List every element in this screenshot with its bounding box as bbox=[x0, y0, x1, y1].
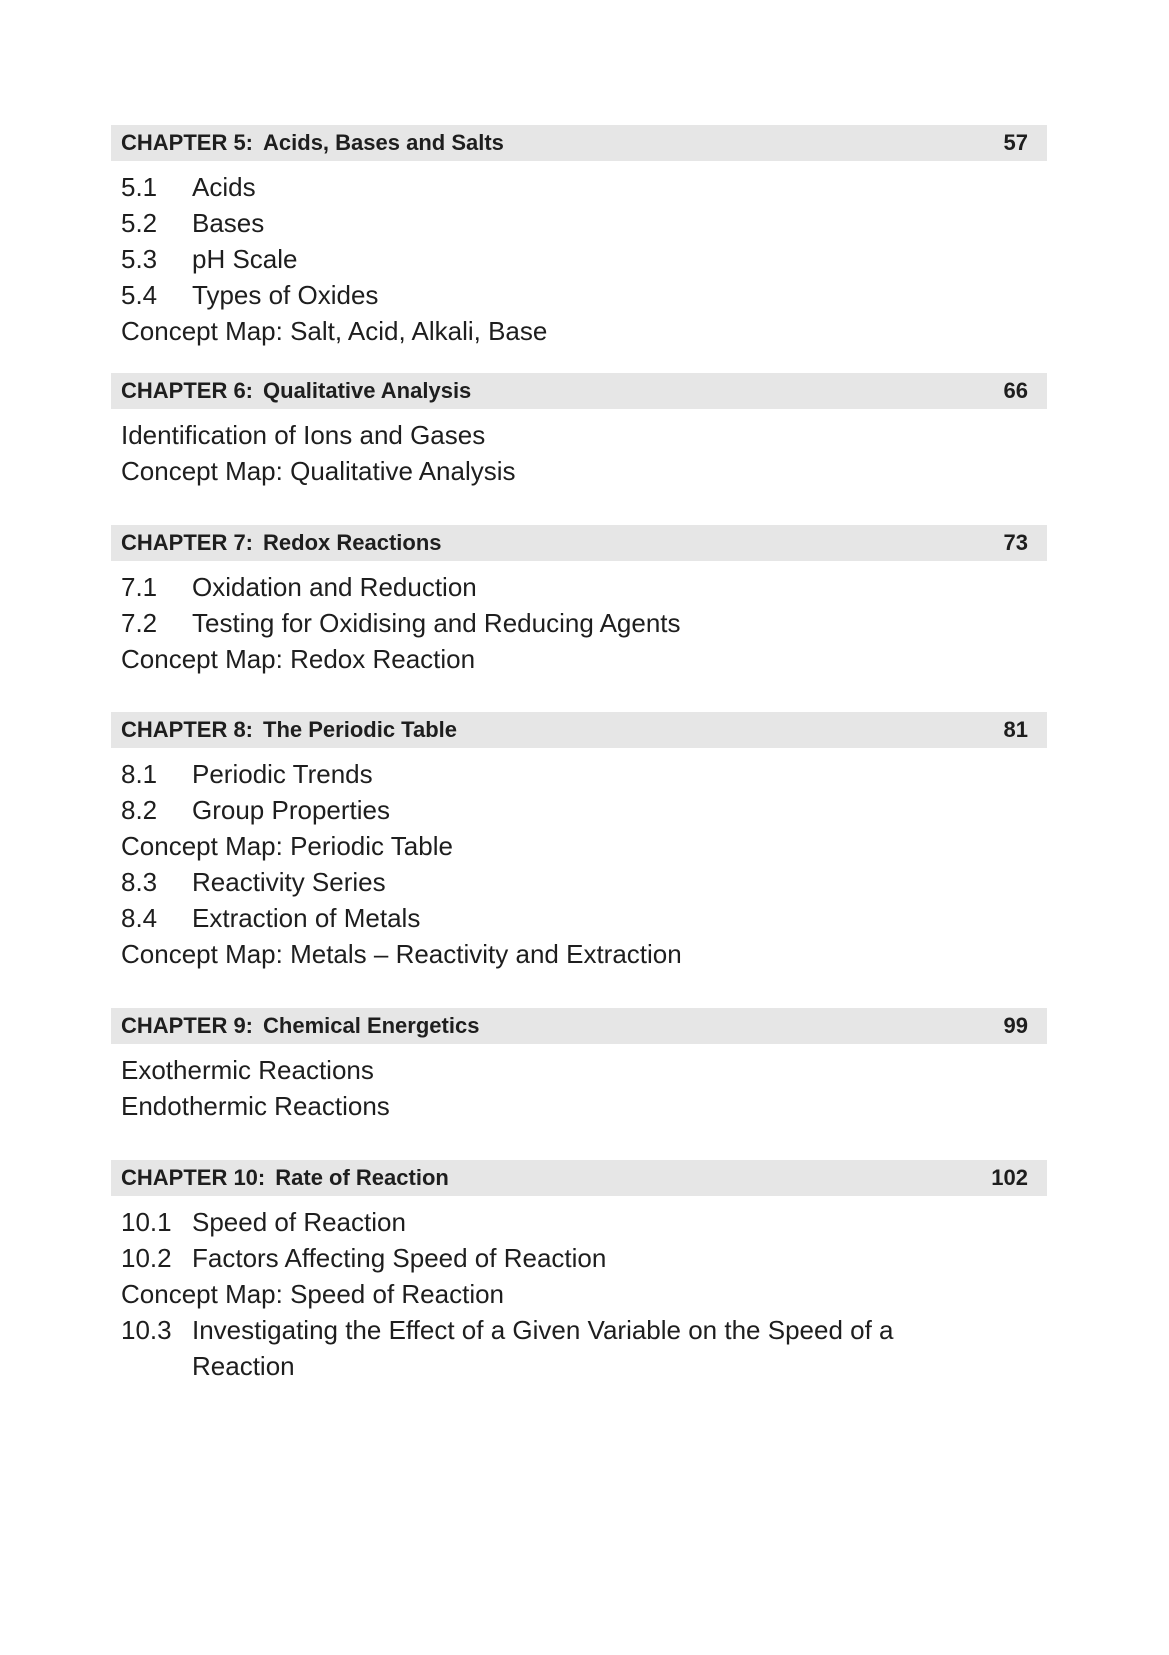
entry-text: Periodic Trends bbox=[192, 759, 373, 789]
chapter-header bbox=[111, 1008, 1047, 1044]
toc-entry-concept-map bbox=[111, 313, 1047, 349]
toc-entry bbox=[111, 205, 1047, 241]
entry-text: Identification of Ions and Gases bbox=[121, 420, 486, 450]
toc-entry-concept-map bbox=[111, 453, 1047, 489]
entry-number: 5.3 bbox=[121, 244, 158, 274]
toc-entry bbox=[111, 605, 1047, 641]
entry-number: 8.2 bbox=[121, 795, 158, 825]
entry-text: Concept Map: Speed of Reaction bbox=[121, 1279, 505, 1309]
entry-text: Investigating the Effect of a Given Variable on the Speed of a bbox=[192, 1315, 894, 1345]
chapter-page-number: 81 bbox=[1003, 717, 1028, 742]
toc-entry-concept-map bbox=[111, 828, 1047, 864]
chapter-header bbox=[111, 125, 1047, 161]
chapter-label: CHAPTER 8: bbox=[121, 717, 254, 742]
toc-entry bbox=[111, 1240, 1047, 1276]
entry-text: Concept Map: Metals – Reactivity and Extraction bbox=[121, 939, 682, 969]
chapter-8-section bbox=[111, 712, 1047, 972]
toc-entry bbox=[111, 1204, 1047, 1240]
entry-text: Bases bbox=[192, 208, 265, 238]
entry-text: Concept Map: Qualitative Analysis bbox=[121, 456, 516, 486]
entry-number: 10.3 bbox=[121, 1315, 172, 1345]
chapter-label: CHAPTER 5: bbox=[121, 130, 254, 155]
entry-number: 7.2 bbox=[121, 608, 158, 638]
chapter-label: CHAPTER 7: bbox=[121, 530, 254, 555]
toc-entry bbox=[111, 792, 1047, 828]
toc-entry bbox=[111, 1088, 1047, 1124]
entry-text: Speed of Reaction bbox=[192, 1207, 406, 1237]
toc-entry bbox=[111, 900, 1047, 936]
chapter-6-section bbox=[111, 373, 1047, 489]
toc-entry-continuation bbox=[111, 1348, 1047, 1384]
chapter-header bbox=[111, 1160, 1047, 1196]
entry-text: Testing for Oxidising and Reducing Agents bbox=[192, 608, 681, 638]
chapter-page-number: 99 bbox=[1003, 1013, 1028, 1038]
chapter-title bbox=[121, 1008, 479, 1044]
entry-text: Reaction bbox=[192, 1351, 295, 1381]
chapter-header bbox=[111, 373, 1047, 409]
chapter-label: CHAPTER 10: bbox=[121, 1165, 266, 1190]
entry-text: Factors Affecting Speed of Reaction bbox=[192, 1243, 607, 1273]
chapter-title bbox=[121, 373, 471, 409]
entry-text: Types of Oxides bbox=[192, 280, 379, 310]
chapter-name: Acids, Bases and Salts bbox=[263, 130, 504, 155]
chapter-title bbox=[121, 125, 504, 161]
chapter-page-number: 102 bbox=[991, 1165, 1028, 1190]
toc-entry bbox=[111, 1312, 1047, 1348]
entry-text: Concept Map: Salt, Acid, Alkali, Base bbox=[121, 316, 548, 346]
chapter-name: Chemical Energetics bbox=[263, 1013, 480, 1038]
entry-text: pH Scale bbox=[192, 244, 298, 274]
chapter-name: Redox Reactions bbox=[263, 530, 442, 555]
chapter-entries bbox=[111, 169, 1047, 349]
chapter-entries bbox=[111, 1204, 1047, 1384]
toc-entry bbox=[111, 756, 1047, 792]
chapter-page-number: 66 bbox=[1003, 378, 1028, 403]
chapter-entries bbox=[111, 417, 1047, 489]
entry-text: Concept Map: Redox Reaction bbox=[121, 644, 476, 674]
chapter-header bbox=[111, 525, 1047, 561]
entry-text: Endothermic Reactions bbox=[121, 1091, 390, 1121]
entry-number: 10.2 bbox=[121, 1243, 172, 1273]
entry-number: 8.3 bbox=[121, 867, 158, 897]
toc-entry bbox=[111, 569, 1047, 605]
chapter-label: CHAPTER 9: bbox=[121, 1013, 254, 1038]
chapter-7-section bbox=[111, 525, 1047, 677]
chapter-page-number: 57 bbox=[1003, 130, 1028, 155]
entry-text: Oxidation and Reduction bbox=[192, 572, 477, 602]
toc-entry-concept-map bbox=[111, 936, 1047, 972]
toc-entry-concept-map bbox=[111, 1276, 1047, 1312]
chapter-title bbox=[121, 712, 457, 748]
toc-entry bbox=[111, 241, 1047, 277]
toc-entry-concept-map bbox=[111, 641, 1047, 677]
chapter-page-number: 73 bbox=[1003, 530, 1028, 555]
entry-number: 8.4 bbox=[121, 903, 158, 933]
chapter-name: Rate of Reaction bbox=[275, 1165, 449, 1190]
entry-number: 8.1 bbox=[121, 759, 158, 789]
chapter-5-section bbox=[111, 125, 1047, 349]
chapter-entries bbox=[111, 1052, 1047, 1124]
chapter-name: Qualitative Analysis bbox=[263, 378, 472, 403]
entry-number: 5.4 bbox=[121, 280, 158, 310]
chapter-entries bbox=[111, 756, 1047, 972]
entry-number: 5.1 bbox=[121, 172, 158, 202]
entry-text: Acids bbox=[192, 172, 256, 202]
toc-entry bbox=[111, 1052, 1047, 1088]
entry-text: Extraction of Metals bbox=[192, 903, 421, 933]
chapter-title bbox=[121, 525, 442, 561]
toc-entry bbox=[111, 277, 1047, 313]
chapter-entries bbox=[111, 569, 1047, 677]
toc-entry bbox=[111, 864, 1047, 900]
toc-entry bbox=[111, 417, 1047, 453]
entry-text: Exothermic Reactions bbox=[121, 1055, 374, 1085]
chapter-label: CHAPTER 6: bbox=[121, 378, 254, 403]
chapter-header bbox=[111, 712, 1047, 748]
chapter-10-section bbox=[111, 1160, 1047, 1384]
entry-text: Reactivity Series bbox=[192, 867, 386, 897]
entry-text: Group Properties bbox=[192, 795, 390, 825]
entry-number: 7.1 bbox=[121, 572, 158, 602]
entry-number: 10.1 bbox=[121, 1207, 172, 1237]
chapter-9-section bbox=[111, 1008, 1047, 1124]
entry-number: 5.2 bbox=[121, 208, 158, 238]
entry-text: Concept Map: Periodic Table bbox=[121, 831, 453, 861]
chapter-title bbox=[121, 1160, 449, 1196]
toc-entry bbox=[111, 169, 1047, 205]
chapter-name: The Periodic Table bbox=[263, 717, 457, 742]
